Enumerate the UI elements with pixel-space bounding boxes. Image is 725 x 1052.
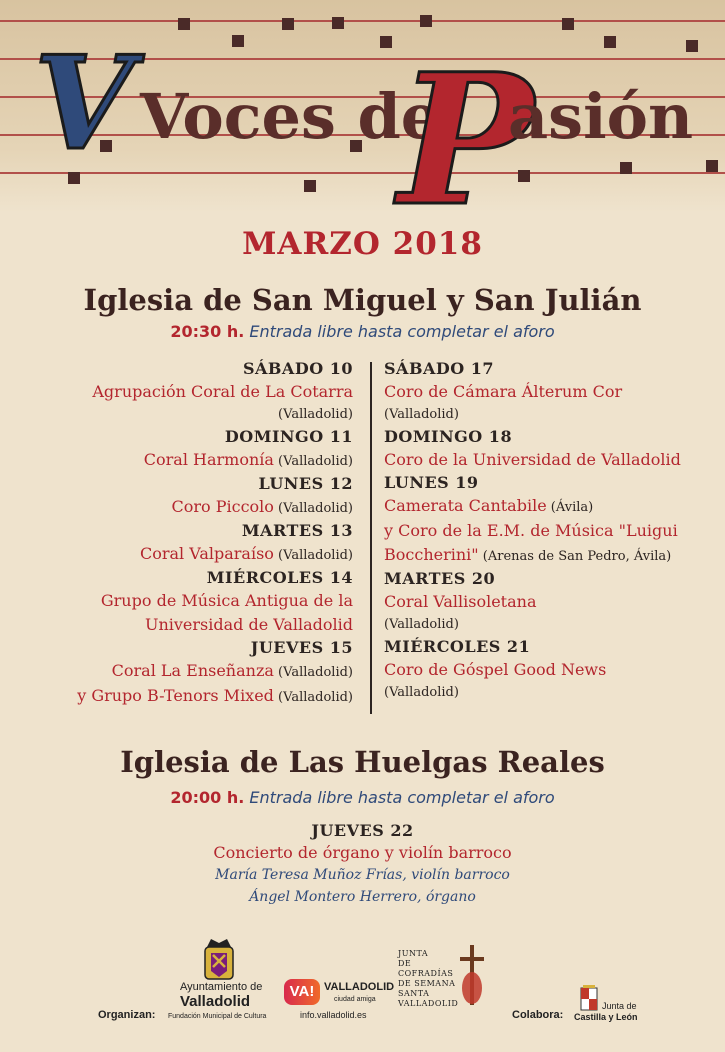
event-performer: [384, 519, 714, 543]
title-part2-rest: asión: [508, 80, 694, 153]
program-entry: [10, 567, 353, 637]
right-program-column: [384, 358, 714, 704]
junta-cofradias-logo: [398, 943, 488, 1023]
program-entry: [384, 472, 714, 568]
event-day: MIÉRCOLES 21: [384, 637, 531, 656]
program-entry: [384, 636, 714, 704]
title-initial-p: P: [398, 35, 534, 208]
venue1-note: Entrada libre hasta completar el aforo: [249, 322, 555, 341]
va-subtitle: ciudad amiga: [334, 996, 376, 1003]
final-event-day: JUEVES 22: [311, 821, 414, 840]
event-line-text: (Valladolid): [384, 617, 459, 632]
event-line-text: Coral Valparaíso: [139, 544, 274, 563]
final-event-credit-violin: María Teresa Muñoz Frías, violín barroco: [215, 867, 510, 883]
event-line-text: Coro de la Universidad de Valladolid: [384, 450, 681, 469]
event-line-text: Camerata Cantabile: [384, 496, 547, 515]
junta-cofradias-line: DE: [398, 959, 412, 968]
venue2-time: 20:00 h.: [170, 788, 245, 807]
event-location: [384, 614, 714, 636]
program-entry: [384, 426, 714, 472]
venue2-name: Iglesia de Las Huelgas Reales: [120, 745, 605, 779]
event-line-text: (Valladolid): [384, 407, 459, 422]
event-line-text: (Valladolid): [278, 407, 353, 422]
event-line-text: Coral La Enseñanza: [111, 661, 274, 680]
event-day: DOMINGO 11: [224, 427, 353, 446]
event-day: LUNES 19: [384, 473, 479, 492]
event-day: MARTES 20: [384, 569, 496, 588]
left-program-column: [10, 358, 353, 709]
event-location: (Valladolid): [273, 665, 353, 680]
event-location: (Valladolid): [273, 501, 353, 516]
event-location: [384, 404, 714, 426]
event-performer: [384, 494, 714, 519]
month-heading: MARZO 2018: [242, 226, 483, 262]
jcyl-label2: Castilla y León: [574, 1012, 638, 1022]
event-performer: [384, 380, 714, 404]
junta-cofradias-line: VALLADOLID: [398, 999, 459, 1008]
event-day: SÁBADO 10: [242, 359, 353, 378]
title-initial-v: V: [34, 29, 134, 179]
event-performer: [10, 684, 353, 709]
valladolid-label: Valladolid: [180, 993, 251, 1010]
ayuntamiento-label: Ayuntamiento de: [180, 981, 263, 993]
venue1-name: Iglesia de San Miguel y San Julián: [83, 283, 642, 317]
event-performer: [384, 658, 714, 682]
program-entry: [10, 358, 353, 426]
title-part1: Voces de: [140, 80, 441, 153]
event-line-text: Agrupación Coral de La Cotarra: [92, 382, 353, 401]
event-performer: [10, 495, 353, 520]
event-performer: [10, 448, 353, 473]
final-event-credit-organ: Ángel Montero Herrero, órgano: [249, 889, 476, 905]
venue2-note: Entrada libre hasta completar el aforo: [249, 788, 555, 807]
castilla-leon-crest-icon: [580, 985, 598, 1011]
event-location: (Valladolid): [273, 548, 353, 563]
event-location: (Arenas de San Pedro, Ávila): [478, 549, 672, 564]
program-entry: [10, 473, 353, 520]
va-url: info.valladolid.es: [300, 1010, 367, 1020]
event-line-text: Coral Harmonía: [143, 450, 274, 469]
junta-cofradias-line: DE SEMANA SANTA: [398, 979, 456, 998]
event-day: DOMINGO 18: [384, 427, 513, 446]
event-day: LUNES 12: [258, 474, 353, 493]
program-entry: [10, 426, 353, 473]
event-performer: [10, 613, 353, 637]
final-event-title: Concierto de órgano y violín barroco: [213, 843, 512, 862]
event-line-text: y Coro de la E.M. de Música "Luigui: [384, 521, 678, 540]
event-location: [384, 682, 714, 704]
program-entry: [384, 568, 714, 636]
venue1-time: 20:30 h.: [170, 322, 245, 341]
cross-icon: [456, 943, 488, 1013]
va-badge: VA!: [284, 979, 320, 1005]
header-banner: [0, 0, 725, 212]
event-line-text: Universidad de Valladolid: [144, 615, 353, 634]
event-location: (Ávila): [546, 500, 594, 515]
event-day: JUEVES 15: [250, 638, 353, 657]
event-performer: [10, 380, 353, 404]
event-performer: [384, 543, 714, 568]
va-title: VALLADOLID: [324, 981, 395, 993]
event-line-text: Coral Vallisoletana: [384, 592, 537, 611]
event-line-text: Coro de Cámara Álterum Cor: [384, 382, 623, 401]
poster-title: [30, 8, 710, 208]
event-day: SÁBADO 17: [384, 359, 495, 378]
jcyl-label1: Junta de: [602, 1001, 637, 1011]
column-divider: [370, 362, 372, 714]
program-entry: [10, 637, 353, 709]
event-performer: [10, 589, 353, 613]
event-day: MARTES 13: [241, 521, 353, 540]
event-line-text: y Grupo B-Tenors Mixed: [77, 686, 274, 705]
event-line-text: Coro de Góspel Good News: [384, 660, 607, 679]
program-entry: [10, 520, 353, 567]
event-performer: [10, 542, 353, 567]
event-location: (Valladolid): [273, 454, 353, 469]
final-event: [0, 820, 725, 908]
colabora-label: Colabora:: [512, 1009, 564, 1021]
event-line-text: Boccherini": [384, 545, 479, 564]
event-performer: [384, 590, 714, 614]
event-line-text: (Valladolid): [384, 685, 459, 700]
event-day: MIÉRCOLES 14: [206, 568, 353, 587]
fundacion-label: Fundación Municipal de Cultura: [168, 1013, 267, 1020]
junta-cofradias-line: COFRADÍAS: [398, 969, 454, 978]
venue2-schedule: [0, 788, 725, 807]
event-performer: [10, 659, 353, 684]
event-location: (Valladolid): [273, 690, 353, 705]
event-line-text: Grupo de Música Antigua de la: [100, 591, 353, 610]
junta-cofradias-line: JUNTA: [398, 949, 429, 958]
event-performer: [384, 448, 714, 472]
organizan-label: Organizan:: [98, 1009, 156, 1021]
program-entry: [384, 358, 714, 426]
venue1-schedule: [0, 322, 725, 341]
event-line-text: Coro Piccolo: [171, 497, 274, 516]
event-location: [10, 404, 353, 426]
footer-sponsors: [0, 935, 725, 1052]
valladolid-crest-icon: [197, 937, 241, 981]
